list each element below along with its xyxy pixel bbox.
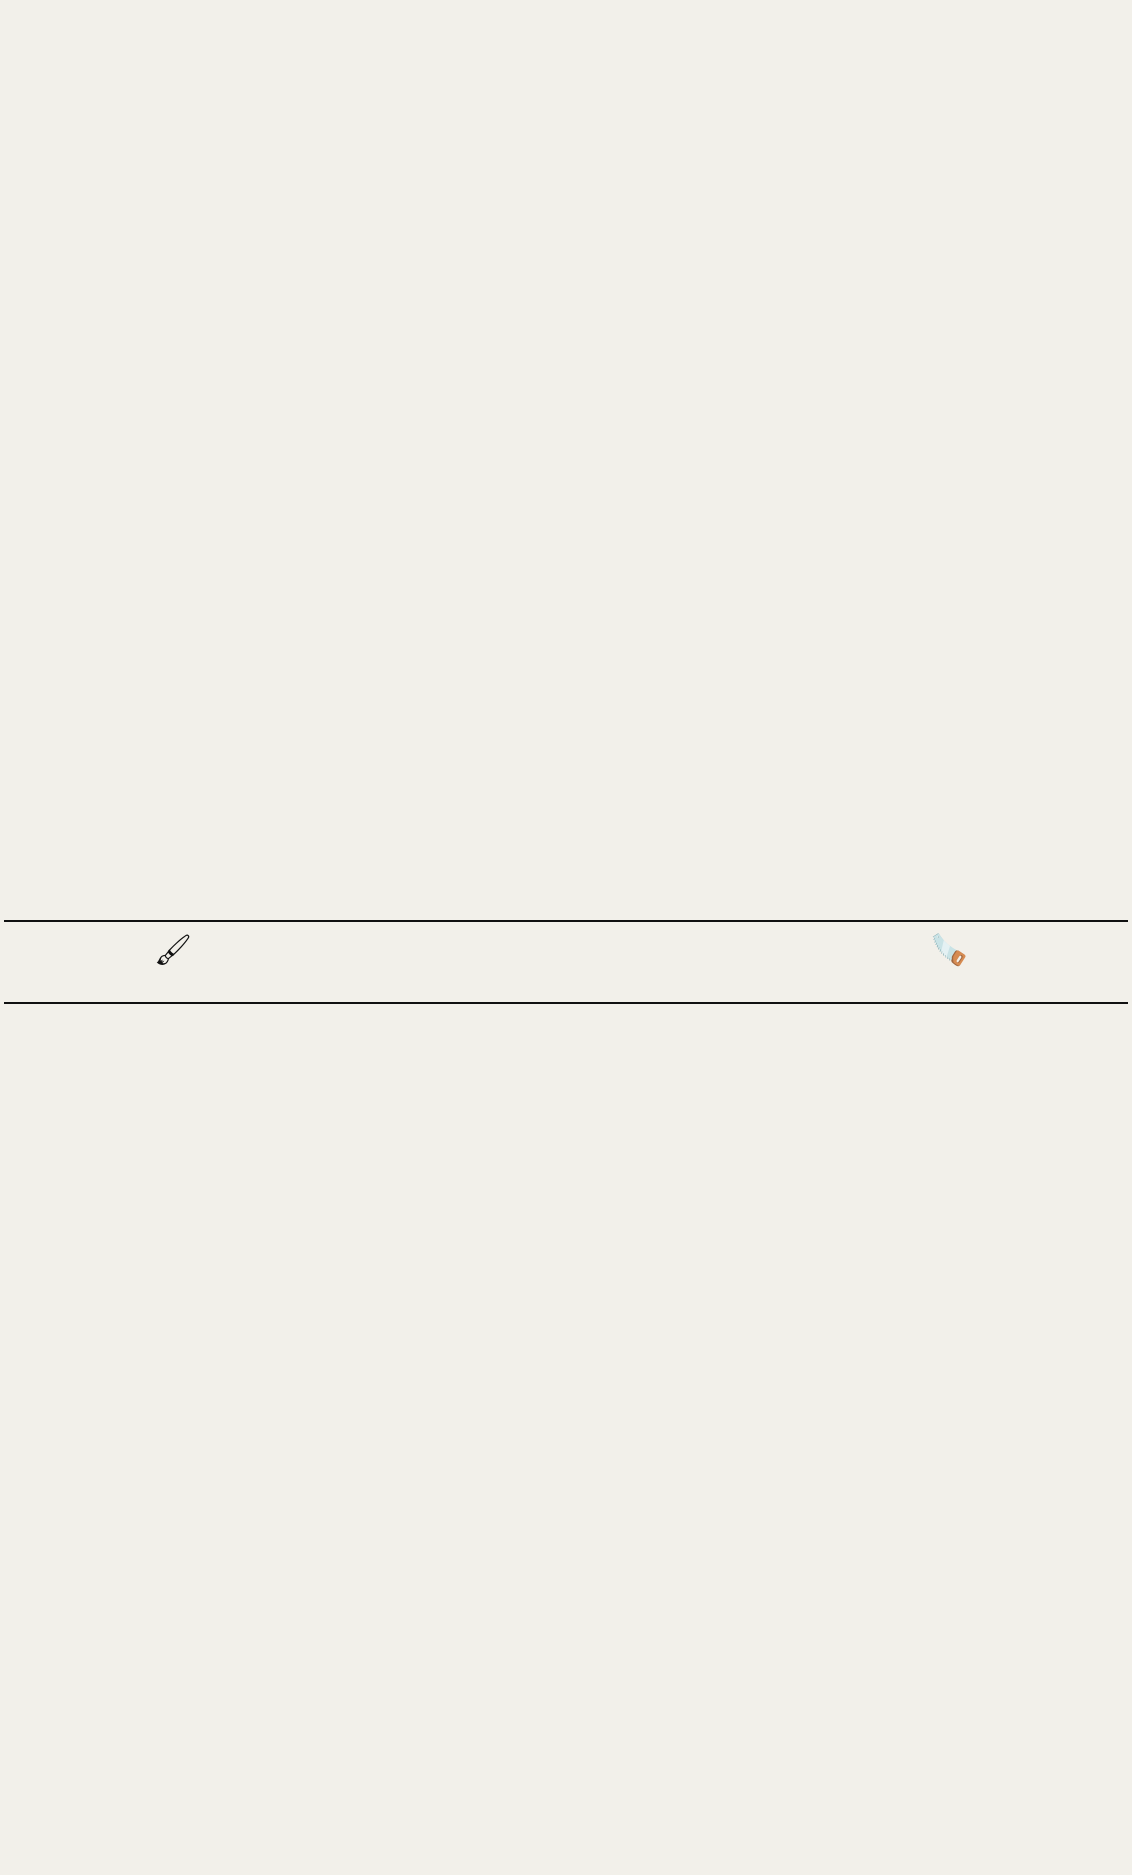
paint-roller-icon: 🖌 (154, 933, 193, 968)
saw-icon: 🪚 (930, 933, 968, 968)
home-service-guide-banner (4, 920, 1128, 1004)
page-header (6, 4, 1126, 20)
classified-top-section (4, 20, 1128, 900)
service-guide-section (4, 1008, 1128, 1860)
